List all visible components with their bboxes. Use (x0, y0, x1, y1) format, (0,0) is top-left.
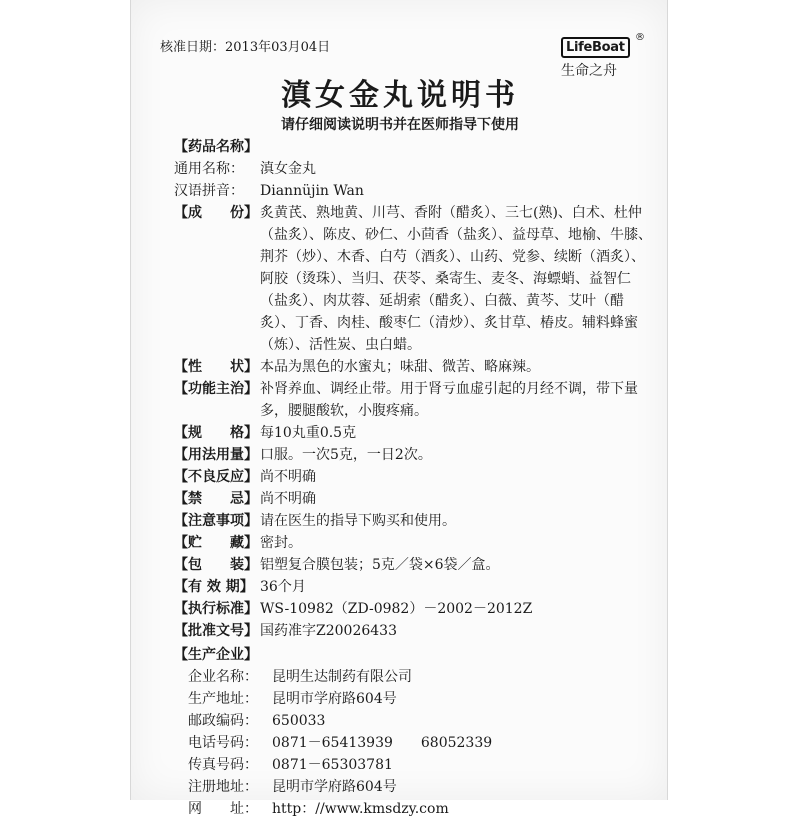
field-label: 【批准文号】 (174, 623, 258, 639)
logo-text: LifeBoat (561, 37, 630, 58)
field-value: 0871－65303781 (272, 757, 393, 773)
pinyin-row (174, 180, 654, 202)
address-row (188, 688, 654, 710)
field-label: 【规 格】 (174, 425, 258, 441)
field-label: 【注意事项】 (174, 513, 258, 529)
field-row (174, 202, 654, 356)
field-value: 补肾养血、调经止带。用于肾亏血虚引起的月经不调，带下量多，腰腿酸软，小腹疼痛。 (260, 381, 638, 419)
field-value: 国药准字Z20026433 (260, 623, 397, 639)
field-label: 【有 效 期】 (174, 579, 254, 595)
field-value: 口服。一次5克，一日2次。 (260, 447, 432, 463)
field-label: 【包 装】 (174, 557, 258, 573)
field-label: 【性 状】 (174, 359, 258, 375)
field-value: 密封。 (260, 535, 302, 551)
field-label: 【不良反应】 (174, 469, 258, 485)
company-row (188, 666, 654, 688)
field-value: WS-10982（ZD-0982）－2002－2012Z (260, 601, 533, 617)
field-label: 邮政编码： (188, 713, 258, 729)
field-value: 尚不明确 (260, 469, 316, 485)
field-value: 650033 (272, 713, 326, 729)
field-row (174, 356, 654, 378)
field-row (174, 422, 654, 444)
field-value: Diannüjin Wan (260, 183, 364, 199)
registered-mark: ® (635, 32, 645, 43)
field-label: 【功能主治】 (174, 381, 258, 397)
drug-name-heading-row (174, 136, 654, 158)
field-label: 电话号码： (188, 735, 258, 751)
website-link: http：//www.kmsdzy.com (272, 801, 449, 817)
field-label: 通用名称： (174, 161, 244, 177)
field-label: 企业名称： (188, 669, 258, 685)
field-row (174, 466, 654, 488)
fax-row (188, 754, 654, 776)
field-row (174, 576, 654, 598)
field-list (174, 202, 654, 642)
field-row (174, 378, 654, 422)
field-label: 网 址： (188, 801, 258, 817)
approval-date: 核准日期：2013年03月04日 (160, 40, 331, 55)
field-value: 昆明市学府路604号 (272, 691, 397, 707)
registered-address-row (188, 776, 654, 798)
field-value: 昆明市学府路604号 (272, 779, 397, 795)
field-label: 【用法用量】 (174, 447, 258, 463)
field-row (174, 620, 654, 642)
field-row (174, 554, 654, 576)
field-row (174, 532, 654, 554)
field-value: 本品为黑色的水蜜丸；味甜、微苦、略麻辣。 (260, 359, 540, 375)
leaflet-body (174, 134, 654, 820)
manufacturer-heading-row (174, 644, 654, 666)
field-value: 滇女金丸 (260, 161, 316, 177)
field-label: 汉语拼音： (174, 183, 244, 199)
field-row (174, 598, 654, 620)
field-label: 【执行标准】 (174, 601, 258, 617)
document-title: 滇女金丸说明书 (281, 78, 519, 113)
field-value: 昆明生达制药有限公司 (272, 669, 412, 685)
field-value: 每10丸重0.5克 (260, 425, 357, 441)
document-subtitle: 请仔细阅读说明书并在医师指导下使用 (281, 117, 519, 133)
website-row (188, 798, 654, 820)
field-label: 【成 份】 (174, 205, 258, 221)
field-label: 【贮 藏】 (174, 535, 258, 551)
field-value: 尚不明确 (260, 491, 316, 507)
logo-chinese-name: 生命之舟 (561, 63, 617, 79)
generic-name-row (174, 158, 654, 180)
field-row (174, 488, 654, 510)
manufacturer-details (174, 666, 654, 820)
field-value: 0871－65413939 68052339 (272, 735, 493, 751)
field-value: 铝塑复合膜包装；5克／袋×6袋／盒。 (260, 557, 500, 573)
field-row (174, 510, 654, 532)
postcode-row (188, 710, 654, 732)
field-label: 传真号码： (188, 757, 258, 773)
field-label: 生产地址： (188, 691, 258, 707)
field-label: 【禁 忌】 (174, 491, 258, 507)
field-row (174, 444, 654, 466)
section-heading: 【药品名称】 (174, 139, 258, 155)
field-value: 36个月 (260, 579, 306, 595)
phone-row (188, 732, 654, 754)
section-heading: 【生产企业】 (174, 647, 258, 663)
field-value: 炙黄芪、熟地黄、川芎、香附（醋炙）、三七(熟)、白术、杜仲（盐炙）、陈皮、砂仁、小茴香（盐炙）、益母草、地榆、牛膝、荆芥（炒）、木香、白芍（酒炙）、山药、党参、续断（酒炙）、阿胶（烫珠）、当归、茯苓、桑寄生、麦冬、海螵蛸、益智仁（盐炙）、肉苁蓉、延胡索（醋炙）、白薇、黄芩、艾叶（醋炙）、丁香、肉桂、酸枣仁（清炒）、炙甘草、椿皮。辅料蜂蜜（炼）、活性炭、虫白蜡。 (260, 205, 652, 353)
field-value: 请在医生的指导下购买和使用。 (260, 513, 456, 529)
field-label: 注册地址： (188, 779, 258, 795)
